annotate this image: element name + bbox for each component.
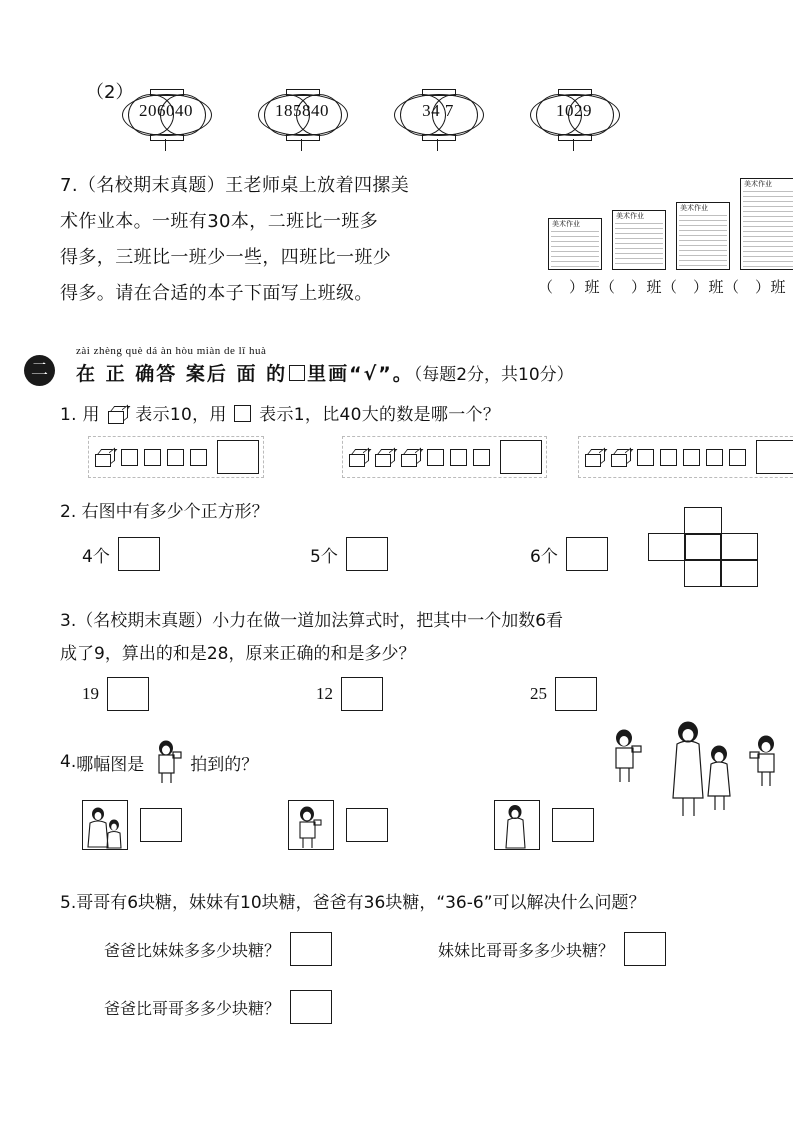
lantern-cap-bottom (286, 134, 320, 141)
question-7-text (60, 168, 480, 312)
lantern-cap-bottom (422, 134, 456, 141)
question-2-number: 2. (60, 502, 77, 522)
book-stack-pages (615, 223, 663, 267)
question-4-choice[interactable] (82, 800, 182, 850)
figure-cell (684, 559, 722, 587)
question-5-option[interactable] (104, 990, 332, 1024)
cube-icon (585, 449, 605, 466)
unit-square-icon (144, 449, 161, 466)
book-stack-pages (743, 191, 793, 267)
question-5-option[interactable] (104, 932, 332, 966)
question-7-class-blanks[interactable]: （ ）班（ ）班（ ）班（ ）班 (538, 278, 787, 296)
option-label: 爸爸比妹妹多多少块糖？ (104, 940, 281, 960)
lantern-cap-bottom (558, 134, 592, 141)
question-3-line: 成了9，算出的和是28，原来正确的和是多少？ (60, 644, 416, 664)
question-4-number: 4. (60, 752, 77, 772)
lantern-number: 206040 (139, 101, 193, 120)
section-two-pinyin: zài zhèng què dá àn hòu miàn de lǐ huà (76, 345, 267, 357)
question-5-number: 5. (60, 893, 77, 913)
section-two-score: （每题2分，共10分） (413, 365, 574, 385)
question-4 (60, 740, 780, 784)
question-1 (60, 400, 760, 425)
question-4-scene-illustration (580, 718, 793, 848)
question-1-option[interactable] (578, 436, 793, 478)
lantern-number: 185840 (275, 101, 329, 120)
question-7-line: 术作业本。一班有30本，二班比一班多 (60, 211, 379, 232)
answer-box[interactable] (341, 677, 383, 711)
question-2 (60, 497, 760, 567)
question-3-line: 3.（名校期末真题）小力在做一道加法算式时，把其中一个加数6看 (60, 611, 564, 631)
choice-label: 12 (316, 684, 333, 703)
book-stack-label: 美术作业 (680, 204, 708, 212)
book-stack-pages (551, 231, 599, 267)
answer-box[interactable] (290, 990, 332, 1024)
unit-square-icon (729, 449, 746, 466)
lantern-number: 1029 (556, 101, 592, 120)
unit-square-icon (234, 405, 251, 422)
answer-box[interactable] (566, 537, 608, 571)
section-two-title-before: 在 正 确答 案后 面 的 (76, 363, 288, 385)
question-1-stem-c: 表示1，比40大的数是哪一个？ (259, 405, 501, 425)
figure-cell (684, 507, 722, 535)
question-3-text (60, 605, 720, 671)
figure-cell (720, 533, 758, 561)
question-1-options (88, 436, 758, 480)
photo-thumbnail (288, 800, 334, 850)
answer-box[interactable] (346, 808, 388, 842)
question-2-choice[interactable] (82, 537, 160, 571)
answer-box[interactable] (290, 932, 332, 966)
unit-square-icon (167, 449, 184, 466)
question-3-choice[interactable] (530, 677, 597, 711)
choice-label: 25 (530, 684, 547, 703)
choice-label: 6个 (530, 546, 558, 567)
unit-square-icon (450, 449, 467, 466)
unit-square-icon (683, 449, 700, 466)
book-stack (612, 212, 666, 270)
question-5-option[interactable] (438, 932, 666, 966)
square-icon (289, 365, 305, 381)
question-2-choices (82, 537, 642, 573)
section-two-title-after: 里画“√”。 (307, 363, 414, 385)
cube-icon (349, 449, 369, 466)
unit-square-icon (190, 449, 207, 466)
choice-label: 4个 (82, 546, 110, 567)
question-7-line: 得多，三班比一班少一些，四班比一班少 (60, 247, 392, 268)
book-stack-label: 美术作业 (616, 212, 644, 220)
lantern-tassel (573, 139, 574, 151)
question-2-choice[interactable] (530, 537, 608, 571)
section-2-label: （2） (86, 82, 134, 103)
question-5 (60, 888, 780, 1018)
answer-box[interactable] (500, 440, 542, 474)
cube-icon (611, 449, 631, 466)
lantern-number: 34 7 (422, 101, 454, 120)
book-stack (676, 204, 730, 270)
unit-square-icon (706, 449, 723, 466)
book-stack-label: 美术作业 (744, 180, 772, 188)
photo-thumbnail (82, 800, 128, 850)
unit-square-icon (637, 449, 654, 466)
lantern-tassel (437, 139, 438, 151)
section-2-lanterns (86, 78, 726, 120)
answer-box[interactable] (346, 537, 388, 571)
lantern-row (116, 88, 624, 140)
choice-label: 5个 (310, 546, 338, 567)
answer-box[interactable] (217, 440, 259, 474)
question-1-number: 1. (60, 405, 77, 425)
lantern-item (524, 88, 624, 140)
section-two-number: 二 (24, 355, 55, 386)
answer-box[interactable] (756, 440, 793, 474)
book-stack (740, 180, 793, 270)
figure-cell (648, 533, 686, 561)
unit-square-icon (427, 449, 444, 466)
option-label: 爸爸比哥哥多多少块糖？ (104, 998, 281, 1018)
photo-thumbnail (494, 800, 540, 850)
unit-square-icon (473, 449, 490, 466)
question-4-choice[interactable] (288, 800, 388, 850)
cube-icon (108, 406, 128, 423)
photographer-icon (150, 740, 184, 784)
figure-cell (720, 559, 758, 587)
question-1-option[interactable] (88, 436, 264, 478)
question-7 (60, 168, 787, 312)
lantern-item (252, 88, 352, 140)
answer-box[interactable] (118, 537, 160, 571)
question-7-line: 得多。请在合适的本子下面写上班级。 (60, 283, 373, 304)
question-1-stem (60, 400, 760, 425)
book-stack-label: 美术作业 (552, 220, 580, 228)
cube-icon (401, 449, 421, 466)
question-1-stem-a: 用 (82, 405, 100, 425)
answer-box[interactable] (107, 677, 149, 711)
question-4-stem-b: 拍到的？ (190, 754, 259, 775)
question-3-choice[interactable] (316, 677, 383, 711)
unit-square-icon (660, 449, 677, 466)
question-4-choice[interactable] (494, 800, 594, 850)
answer-box[interactable] (555, 677, 597, 711)
option-label: 妹妹比哥哥多多少块糖？ (438, 940, 615, 960)
question-2-text: 右图中有多少个正方形？ (81, 502, 269, 522)
question-5-stem (60, 888, 780, 913)
lantern-item (116, 88, 216, 140)
figure-cell (684, 533, 722, 561)
lantern-tassel (165, 139, 166, 151)
unit-square-icon (121, 449, 138, 466)
question-2-choice[interactable] (310, 537, 388, 571)
cube-icon (95, 449, 115, 466)
choice-label: 19 (82, 684, 99, 703)
lantern-item (388, 88, 488, 140)
question-5-text: 哥哥有6块糖，妹妹有10块糖，爸爸有36块糖，“36-6”可以解决什么问题？ (76, 893, 646, 913)
question-4-stem-a: 哪幅图是 (76, 754, 145, 775)
question-1-option[interactable] (342, 436, 547, 478)
section-two-title (76, 359, 574, 386)
question-3 (60, 605, 760, 703)
answer-box[interactable] (140, 808, 182, 842)
question-3-choice[interactable] (82, 677, 149, 711)
lantern-tassel (301, 139, 302, 151)
question-3-choices (82, 677, 682, 713)
question-7-line: 7.（名校期末真题）王老师桌上放着四摞美 (60, 175, 410, 196)
book-stack (548, 220, 602, 270)
question-1-stem-b: 表示10，用 (135, 405, 227, 425)
lantern-cap-bottom (150, 134, 184, 141)
question-4-photo-choices (82, 800, 622, 860)
cube-icon (375, 449, 395, 466)
question-2-figure (648, 507, 760, 585)
answer-box[interactable] (624, 932, 666, 966)
book-stack-pages (679, 215, 727, 267)
